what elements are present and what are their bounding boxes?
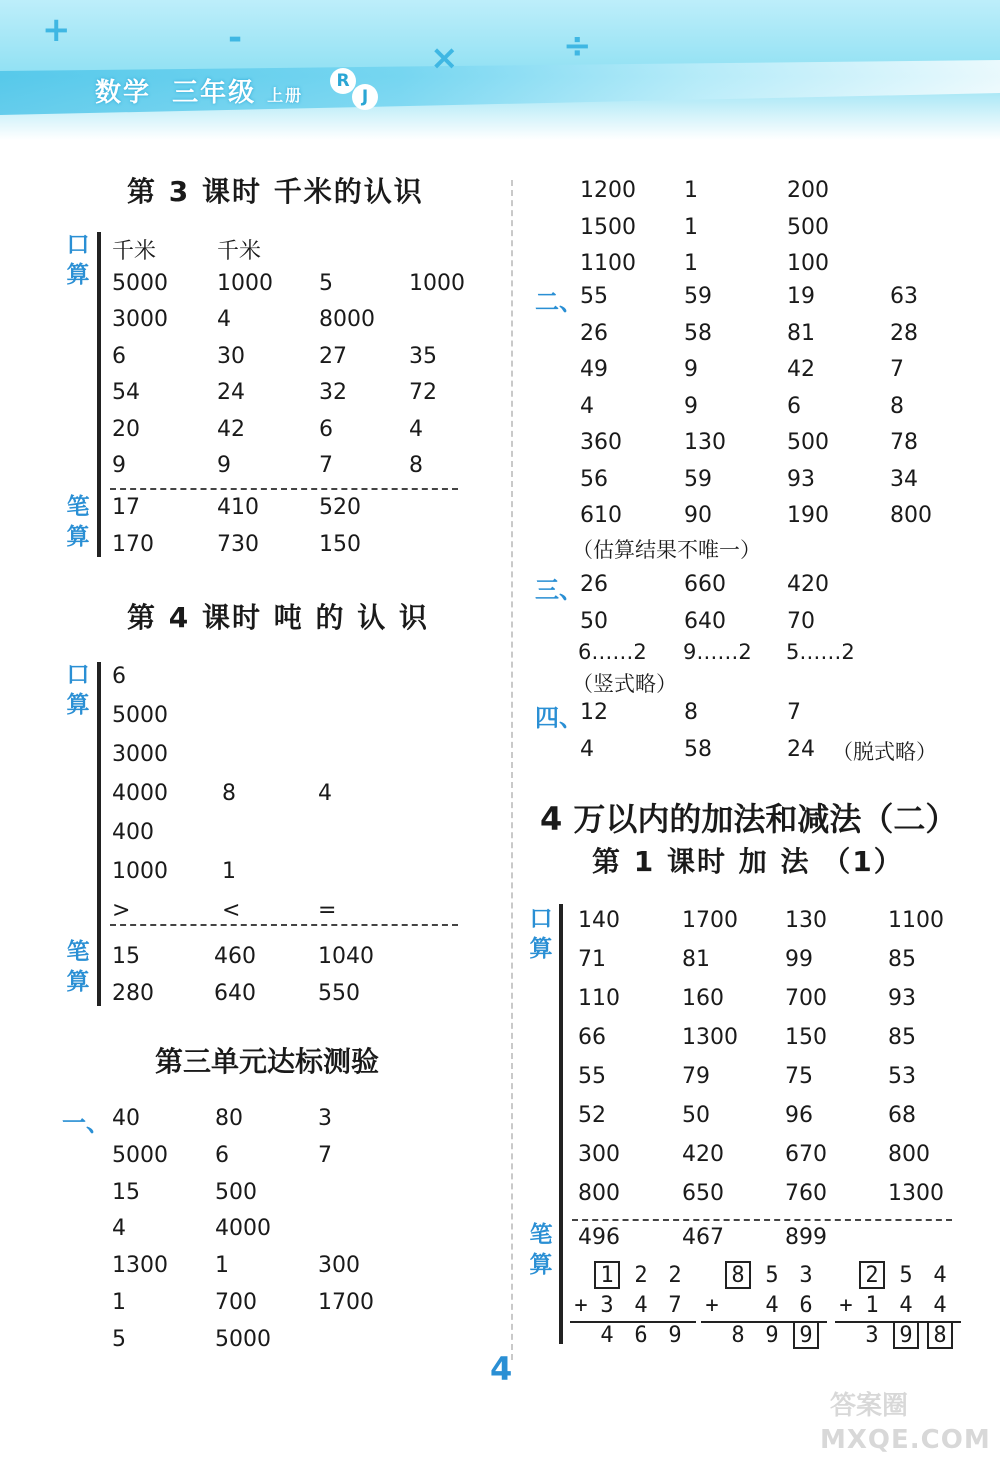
answer-cell: 700 [215,1290,257,1315]
digit: 4 [634,1293,648,1318]
answer-cell: 467 [682,1225,724,1250]
answer-cell: 8000 [319,307,375,332]
digit: 9 [765,1323,779,1348]
answer-cell: 1100 [580,251,636,276]
answer-cell: 7 [787,700,801,725]
answer-cell: 53 [888,1064,916,1089]
answer-cell: 59 [684,466,712,492]
answer-cell: 800 [888,1142,930,1167]
answer-cell: 55 [578,1064,606,1089]
part2-note: （估算结果不唯一） [572,538,761,562]
volume-label: 上册 [267,86,304,105]
section-test-title: 第三单元达标测验 [155,1045,380,1078]
digit: 4 [933,1293,947,1318]
answer-cell: 6 [787,393,801,419]
digit: 7 [668,1293,682,1318]
answer-cell: 35 [409,343,437,369]
answer-cell: 1700 [318,1290,374,1315]
digit: 2 [865,1263,879,1288]
digit: 2 [634,1263,648,1288]
answer-cell: 75 [785,1064,813,1089]
answer-cell: 15 [112,1179,140,1205]
answer-cell: 500 [215,1179,257,1205]
digit: 6 [634,1323,648,1348]
answer-cell: 26 [580,320,608,346]
answer-cell: 42 [217,416,245,442]
answer-cell: 4 [409,416,423,442]
answer-cell: 5 [319,270,333,296]
answer-cell: 58 [684,320,712,346]
answer-cell: 3000 [112,307,168,332]
answer-cell: 71 [578,947,606,972]
answer-cell: 19 [787,284,815,309]
plus-sign: + [574,1293,588,1318]
answer-cell: 5000 [112,1142,168,1168]
part3-note: （竖式略） [572,672,677,696]
answer-cell: 85 [888,1025,916,1050]
answer-cell: 1040 [318,944,374,969]
part2-label: 二、 [535,288,583,316]
answer-box [927,1321,953,1349]
answer-cell: 99 [785,947,813,972]
digit: 9 [668,1323,682,1348]
answer-cell: 54 [112,380,140,405]
answer-cell: 4 [217,307,231,332]
answer-cell: 72 [409,380,437,405]
answer-cell: 49 [580,357,608,382]
digit: 2 [668,1263,682,1288]
answer-cell: 4000 [215,1216,271,1242]
answer-cell: 5000 [112,270,168,296]
answer-cell: 1 [222,859,236,884]
kousuan-label: 口 算 [66,232,90,288]
digit: 4 [899,1293,913,1318]
answer-cell: 9 [684,393,698,419]
answer-cell: 63 [890,284,918,309]
answer-cell: 8 [890,393,904,419]
answer-cell: 800 [890,503,932,528]
answer-cell: 550 [318,981,360,1006]
answer-cell: 千米 [112,239,157,264]
answer-cell: 7 [318,1142,332,1168]
answer-cell: 400 [112,820,154,845]
answer-cell: 66 [578,1025,606,1050]
answer-cell: 640 [214,981,256,1006]
answer-cell: 5……2 [786,640,855,664]
lesson-title: 第 1 课时 加 法 （1） [592,845,904,878]
answer-cell: 52 [578,1103,606,1128]
answer-box [594,1261,620,1289]
answer-cell: 81 [682,947,710,972]
digit: 4 [600,1323,614,1348]
answer-cell: 9 [684,357,698,382]
answer-cell: 1 [684,214,698,240]
answer-cell: 130 [785,908,827,933]
answer-cell: 27 [319,343,347,369]
answer-cell: 730 [217,532,259,557]
divide-symbol-icon: ÷ [563,26,592,66]
digit: 8 [731,1323,745,1348]
answer-cell: 90 [684,503,712,528]
column-divider [511,180,513,1360]
answer-cell: 6 [112,664,126,689]
answer-cell: 50 [682,1103,710,1128]
times-symbol-icon: × [430,38,459,78]
answer-cell: 55 [580,284,608,309]
answer-cell: 80 [215,1106,243,1131]
answer-cell: 70 [787,609,815,634]
answer-cell: 1 [112,1290,126,1315]
part4-note: （脱式略） [832,740,937,764]
answer-cell: 496 [578,1225,620,1250]
answer-cell: 93 [787,466,815,492]
digit: 3 [600,1293,614,1318]
sum-line [835,1321,961,1323]
answer-cell: 96 [785,1103,813,1128]
bisuan-label: 笔 算 [66,494,90,550]
kousuan-bracket [559,904,563,1344]
digit: 5 [899,1263,913,1288]
answer-cell: 500 [787,430,829,455]
page-header [0,0,1000,140]
watermark-url: MXQE.COM [820,1425,991,1455]
answer-cell: 千米 [217,239,262,264]
grade-label: 三年级 [172,78,257,108]
answer-cell: 34 [890,466,918,492]
answer-cell: 160 [682,986,724,1011]
answer-cell: 24 [217,380,245,405]
answer-cell: 1000 [217,270,273,296]
answer-cell: = [318,898,337,923]
answer-cell: 8 [222,781,236,806]
answer-cell: 1300 [682,1025,738,1050]
answer-cell: 85 [888,947,916,972]
answer-cell: 78 [890,430,918,455]
answer-cell: 650 [682,1181,724,1206]
answer-cell: 6 [319,416,333,442]
answer-cell: 360 [580,430,622,455]
answer-cell: 150 [785,1025,827,1050]
digit: 1 [600,1263,614,1288]
answer-cell: 4 [580,736,594,762]
bisuan-label: 笔 算 [529,1222,553,1278]
answer-cell: 17 [112,495,140,520]
part3-label: 三、 [535,576,583,604]
kousuan-bracket [97,232,101,557]
section-km-title: 第 3 课时 千米的认识 [127,175,424,208]
digit: 8 [731,1263,745,1288]
answer-cell: 7 [319,453,333,478]
answer-cell: 20 [112,416,140,442]
answer-cell: 410 [217,495,259,520]
answer-cell: 1300 [112,1253,168,1279]
part1-label: 一、 [62,1109,110,1137]
answer-cell: 700 [785,986,827,1011]
digit: 9 [899,1323,913,1348]
answer-cell: 24 [787,736,815,762]
answer-cell: 26 [580,572,608,597]
subject-label: 数学 [95,78,152,108]
vertical-addition [839,1263,971,1353]
vertical-addition [705,1263,837,1353]
answer-cell: 40 [112,1106,140,1131]
answer-cell: 8 [684,700,698,725]
answer-cell: 50 [580,609,608,634]
answer-cell: 1700 [682,908,738,933]
answer-cell: 1000 [112,859,168,884]
answer-cell: 760 [785,1181,827,1206]
answer-cell: 4 [580,393,594,419]
part4-label: 四、 [535,704,583,732]
badge-r-icon: R [330,68,356,94]
answer-cell: 1 [684,251,698,276]
answer-cell: < [222,898,241,923]
answer-cell: 300 [578,1142,620,1167]
answer-cell: 6 [112,343,126,369]
answer-cell: 4 [112,1216,126,1242]
answer-cell: 660 [684,572,726,597]
answer-cell: 1100 [888,908,944,933]
answer-cell: 1300 [888,1181,944,1206]
dashed-separator [110,924,458,926]
dashed-separator [110,488,458,490]
answer-cell: 100 [787,251,829,276]
answer-cell: 500 [787,214,829,240]
digit: 4 [933,1263,947,1288]
answer-cell: 670 [785,1142,827,1167]
section-ton-title: 第 4 课时 吨 的 认 识 [127,601,429,634]
answer-cell: 460 [214,944,256,969]
answer-cell: 150 [319,532,361,557]
answer-cell: 7 [890,357,904,382]
answer-cell: 140 [578,908,620,933]
page-number: 4 [490,1350,513,1388]
dashed-separator [572,1219,952,1221]
answer-box [793,1321,819,1349]
digit: 3 [799,1263,813,1288]
answer-cell: 12 [580,700,608,725]
answer-cell: 4000 [112,781,168,806]
answer-cell: 110 [578,986,620,1011]
answer-cell: 130 [684,430,726,455]
answer-cell: 899 [785,1225,827,1250]
digit: 1 [865,1293,879,1318]
answer-cell: 610 [580,503,622,528]
answer-cell: 1 [215,1253,229,1279]
answer-cell: 9……2 [683,640,752,664]
answer-cell: 420 [682,1142,724,1167]
digit: 3 [865,1323,879,1348]
answer-cell: 520 [319,495,361,520]
answer-cell: 32 [319,380,347,405]
answer-cell: 170 [112,532,154,557]
answer-cell: 190 [787,503,829,528]
answer-cell: 9 [112,453,126,478]
answer-cell: 6 [215,1142,229,1168]
answer-cell: 3000 [112,742,168,767]
answer-cell: 5000 [215,1326,271,1352]
kousuan-bracket [97,662,101,1006]
answer-cell: 93 [888,986,916,1011]
answer-box [859,1261,885,1289]
sum-line [570,1321,696,1323]
answer-cell: 9 [217,453,231,478]
answer-cell: 1000 [409,270,465,296]
digit: 4 [765,1293,779,1318]
answer-cell: 1 [684,178,698,203]
plus-sign: + [839,1293,853,1318]
answer-cell: 81 [787,320,815,346]
kousuan-label: 口 算 [66,662,90,718]
answer-cell: 8 [409,453,423,478]
answer-cell: 1500 [580,214,636,240]
header-title [95,72,303,109]
digit: 5 [765,1263,779,1288]
answer-box [725,1261,751,1289]
vertical-addition [574,1263,706,1353]
chapter-title: 4 万以内的加法和减法（二） [540,800,958,838]
answer-cell: 640 [684,609,726,634]
kousuan-label: 口 算 [529,906,553,962]
answer-cell: 3 [318,1106,332,1131]
answer-cell: 42 [787,357,815,382]
answer-cell: 6……2 [578,640,647,664]
answer-cell: 5000 [112,703,168,728]
digit: 9 [799,1323,813,1348]
watermark-logo: 答案圈 [830,1391,909,1421]
answer-cell: > [112,898,131,923]
answer-cell: 300 [318,1253,360,1279]
sum-line [701,1321,827,1323]
minus-symbol-icon: - [228,18,243,58]
answer-box [893,1321,919,1349]
answer-cell: 15 [112,944,140,969]
plus-sign: + [705,1293,719,1318]
plus-symbol-icon: + [42,10,71,50]
answer-cell: 59 [684,284,712,309]
answer-cell: 4 [318,781,332,806]
answer-cell: 800 [578,1181,620,1206]
answer-cell: 56 [580,466,608,492]
answer-cell: 68 [888,1103,916,1128]
answer-cell: 58 [684,736,712,762]
answer-cell: 28 [890,320,918,346]
answer-cell: 280 [112,981,154,1006]
badge-j-icon: J [352,84,378,110]
answer-cell: 420 [787,572,829,597]
answer-cell: 200 [787,178,829,203]
digit: 6 [799,1293,813,1318]
answer-cell: 1200 [580,178,636,203]
answer-cell: 79 [682,1064,710,1089]
bisuan-label: 笔 算 [66,939,90,995]
answer-cell: 5 [112,1326,126,1352]
answer-cell: 30 [217,343,245,369]
digit: 8 [933,1323,947,1348]
